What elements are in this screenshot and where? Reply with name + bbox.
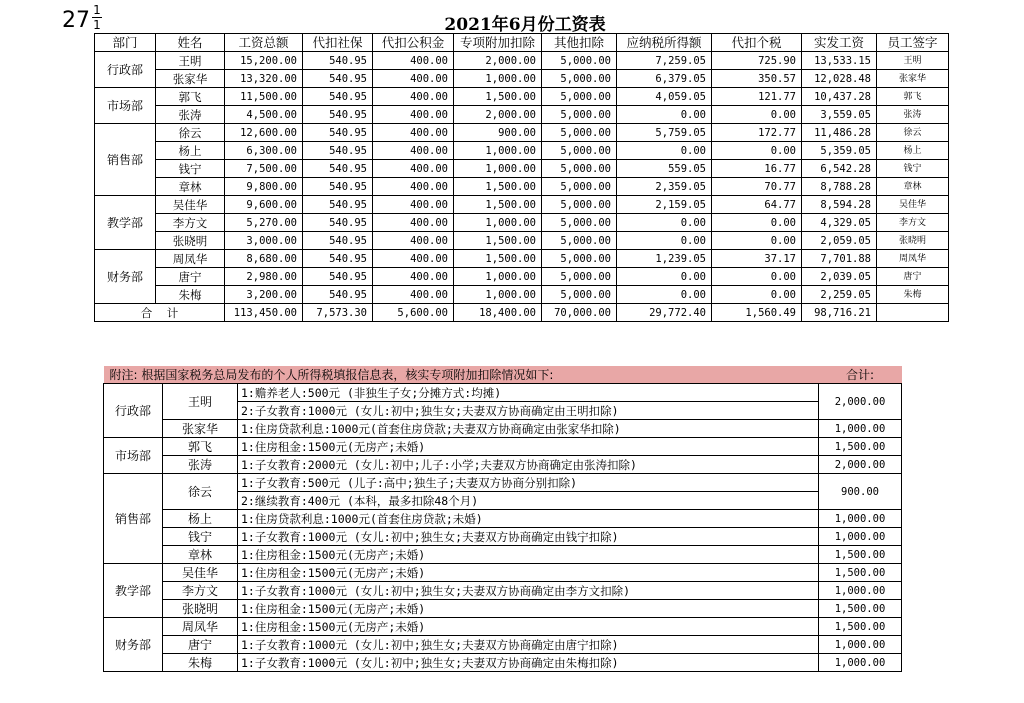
table-row (95, 286, 949, 304)
note-employee-cell: 周凤华 (163, 618, 238, 636)
total-other-cell: 70,000.00 (542, 304, 617, 322)
hf-cell: 400.00 (373, 88, 454, 106)
department-cell: 财务部 (95, 250, 156, 304)
deduction-detail-cell: 1:住房贷款利息:1000元(首套住房贷款;未婚) (238, 510, 819, 528)
note-employee-cell: 吴佳华 (163, 564, 238, 582)
tax-cell: 725.90 (712, 52, 802, 70)
gross-cell: 3,200.00 (225, 286, 303, 304)
page-number-main: 27 (62, 8, 90, 33)
employee-name-cell: 徐云 (156, 124, 225, 142)
special-cell: 2,000.00 (454, 52, 542, 70)
si-cell: 540.95 (303, 106, 373, 124)
gross-cell: 8,680.00 (225, 250, 303, 268)
total-hf-cell: 5,600.00 (373, 304, 454, 322)
note-header-row (104, 366, 902, 384)
employee-name-cell: 唐宁 (156, 268, 225, 286)
table-row (95, 160, 949, 178)
taxable-cell: 2,359.05 (617, 178, 712, 196)
other-cell: 5,000.00 (542, 142, 617, 160)
note-employee-cell: 郭飞 (163, 438, 238, 456)
column-header: 专项附加扣除 (454, 34, 542, 52)
si-cell: 540.95 (303, 160, 373, 178)
taxable-cell: 559.05 (617, 160, 712, 178)
special-cell: 1,000.00 (454, 142, 542, 160)
hf-cell: 400.00 (373, 178, 454, 196)
note-row (104, 582, 902, 600)
deduction-detail-cell: 1:子女教育:1000元 (女儿:初中;独生女;夫妻双方协商确定由钱宁扣除) (238, 528, 819, 546)
table-row (95, 214, 949, 232)
si-cell: 540.95 (303, 214, 373, 232)
note-row (104, 564, 902, 582)
total-taxable-cell: 29,772.40 (617, 304, 712, 322)
note-row (104, 654, 902, 672)
note-row (104, 420, 902, 438)
department-cell: 市场部 (95, 88, 156, 124)
column-header: 实发工资 (802, 34, 877, 52)
taxable-cell: 0.00 (617, 214, 712, 232)
si-cell: 540.95 (303, 88, 373, 106)
deduction-detail-cell: 2:继续教育:400元 (本科，最多扣除48个月) (238, 492, 819, 510)
special-cell: 1,000.00 (454, 214, 542, 232)
employee-signature-cell: 张涛 (877, 106, 949, 124)
page-title: 2021年6月份工资表 (444, 15, 606, 35)
column-header: 部门 (95, 34, 156, 52)
deduction-detail-cell: 1:子女教育:1000元 (女儿:初中;独生女;夫妻双方协商确定由唐宁扣除) (238, 636, 819, 654)
deduction-detail-cell: 1:子女教育:1000元 (女儿:初中;独生女;夫妻双方协商确定由朱梅扣除) (238, 654, 819, 672)
tax-cell: 0.00 (712, 106, 802, 124)
deduction-total-cell: 2,000.00 (819, 384, 902, 420)
gross-cell: 12,600.00 (225, 124, 303, 142)
department-cell: 教学部 (95, 196, 156, 250)
employee-name-cell: 王明 (156, 52, 225, 70)
deduction-total-cell: 1,000.00 (819, 582, 902, 600)
special-cell: 1,000.00 (454, 268, 542, 286)
table-row (95, 70, 949, 88)
total-gross-cell: 113,450.00 (225, 304, 303, 322)
note-row (104, 384, 902, 402)
si-cell: 540.95 (303, 196, 373, 214)
table-row (95, 88, 949, 106)
taxable-cell: 0.00 (617, 232, 712, 250)
taxable-cell: 1,239.05 (617, 250, 712, 268)
special-cell: 1,000.00 (454, 160, 542, 178)
table-row (95, 106, 949, 124)
note-employee-cell: 李方文 (163, 582, 238, 600)
other-cell: 5,000.00 (542, 286, 617, 304)
tax-cell: 172.77 (712, 124, 802, 142)
si-cell: 540.95 (303, 142, 373, 160)
note-employee-cell: 张家华 (163, 420, 238, 438)
hf-cell: 400.00 (373, 70, 454, 88)
note-employee-cell: 唐宁 (163, 636, 238, 654)
tax-cell: 16.77 (712, 160, 802, 178)
total-si-cell: 7,573.30 (303, 304, 373, 322)
table-row (95, 232, 949, 250)
gross-cell: 6,300.00 (225, 142, 303, 160)
employee-name-cell: 李方文 (156, 214, 225, 232)
other-cell: 5,000.00 (542, 160, 617, 178)
deduction-total-cell: 1,500.00 (819, 618, 902, 636)
other-cell: 5,000.00 (542, 178, 617, 196)
department-cell: 销售部 (95, 124, 156, 196)
note-row (104, 636, 902, 654)
employee-signature-cell: 张家华 (877, 70, 949, 88)
employee-name-cell: 吴佳华 (156, 196, 225, 214)
net-cell: 2,059.05 (802, 232, 877, 250)
net-cell: 2,039.05 (802, 268, 877, 286)
other-cell: 5,000.00 (542, 268, 617, 286)
tax-cell: 70.77 (712, 178, 802, 196)
special-cell: 1,500.00 (454, 250, 542, 268)
employee-signature-cell: 杨上 (877, 142, 949, 160)
deduction-total-cell: 1,000.00 (819, 636, 902, 654)
deduction-total-cell: 1,500.00 (819, 564, 902, 582)
deduction-detail-cell: 1:住房租金:1500元(无房产;未婚) (238, 600, 819, 618)
net-cell: 3,559.05 (802, 106, 877, 124)
deduction-total-cell: 1,500.00 (819, 600, 902, 618)
gross-cell: 13,320.00 (225, 70, 303, 88)
si-cell: 540.95 (303, 178, 373, 196)
page-number-numerator: 1 (93, 3, 101, 17)
employee-signature-cell: 王明 (877, 52, 949, 70)
deduction-detail-cell: 1:住房租金:1500元(无房产;未婚) (238, 618, 819, 636)
hf-cell: 400.00 (373, 160, 454, 178)
deduction-total-cell: 1,000.00 (819, 420, 902, 438)
other-cell: 5,000.00 (542, 196, 617, 214)
employee-signature-cell: 郭飞 (877, 88, 949, 106)
taxable-cell: 0.00 (617, 286, 712, 304)
note-row (104, 474, 902, 492)
tax-cell: 350.57 (712, 70, 802, 88)
employee-signature-cell: 张晓明 (877, 232, 949, 250)
totals-label: 合 计 (95, 304, 225, 322)
table-row (95, 124, 949, 142)
other-cell: 5,000.00 (542, 124, 617, 142)
net-cell: 11,486.28 (802, 124, 877, 142)
deduction-detail-cell: 1:住房贷款利息:1000元(首套住房贷款;夫妻双方协商确定由张家华扣除) (238, 420, 819, 438)
note-header-text: 附注: 根据国家税务总局发布的个人所得税填报信息表，核实专项附加扣除情况如下: (104, 366, 819, 384)
employee-name-cell: 郭飞 (156, 88, 225, 106)
net-cell: 2,259.05 (802, 286, 877, 304)
deduction-total-cell: 900.00 (819, 474, 902, 510)
special-cell: 1,500.00 (454, 196, 542, 214)
si-cell: 540.95 (303, 232, 373, 250)
note-employee-cell: 徐云 (163, 474, 238, 510)
employee-signature-cell: 吴佳华 (877, 196, 949, 214)
note-department-cell: 行政部 (104, 384, 163, 438)
tax-cell: 121.77 (712, 88, 802, 106)
si-cell: 540.95 (303, 250, 373, 268)
note-row (104, 618, 902, 636)
deduction-detail-cell: 2:子女教育:1000元 (女儿:初中;独生女;夫妻双方协商确定由王明扣除) (238, 402, 819, 420)
hf-cell: 400.00 (373, 232, 454, 250)
note-department-cell: 销售部 (104, 474, 163, 564)
taxable-cell: 7,259.05 (617, 52, 712, 70)
deduction-total-cell: 1,500.00 (819, 546, 902, 564)
note-employee-cell: 张涛 (163, 456, 238, 474)
note-department-cell: 财务部 (104, 618, 163, 672)
gross-cell: 9,600.00 (225, 196, 303, 214)
gross-cell: 3,000.00 (225, 232, 303, 250)
totals-row (95, 304, 949, 322)
employee-signature-cell: 朱梅 (877, 286, 949, 304)
net-cell: 8,594.28 (802, 196, 877, 214)
hf-cell: 400.00 (373, 106, 454, 124)
column-header: 代扣公积金 (373, 34, 454, 52)
note-employee-cell: 王明 (163, 384, 238, 420)
other-cell: 5,000.00 (542, 88, 617, 106)
taxable-cell: 0.00 (617, 142, 712, 160)
net-cell: 4,329.05 (802, 214, 877, 232)
gross-cell: 7,500.00 (225, 160, 303, 178)
net-cell: 7,701.88 (802, 250, 877, 268)
employee-name-cell: 杨上 (156, 142, 225, 160)
tax-cell: 37.17 (712, 250, 802, 268)
salary-table (94, 33, 949, 322)
taxable-cell: 5,759.05 (617, 124, 712, 142)
si-cell: 540.95 (303, 70, 373, 88)
net-cell: 12,028.48 (802, 70, 877, 88)
special-cell: 1,500.00 (454, 178, 542, 196)
gross-cell: 2,980.00 (225, 268, 303, 286)
column-header: 姓名 (156, 34, 225, 52)
tax-cell: 0.00 (712, 232, 802, 250)
employee-name-cell: 张晓明 (156, 232, 225, 250)
department-cell: 行政部 (95, 52, 156, 88)
totals-signature-cell (877, 304, 949, 322)
column-header: 员工签字 (877, 34, 949, 52)
column-header: 应纳税所得额 (617, 34, 712, 52)
note-employee-cell: 钱宁 (163, 528, 238, 546)
special-cell: 1,500.00 (454, 88, 542, 106)
note-row (104, 438, 902, 456)
note-employee-cell: 杨上 (163, 510, 238, 528)
employee-signature-cell: 徐云 (877, 124, 949, 142)
page-number-denominator: 1 (93, 18, 101, 32)
page-number (62, 3, 101, 33)
note-department-cell: 市场部 (104, 438, 163, 474)
table-row (95, 52, 949, 70)
si-cell: 540.95 (303, 286, 373, 304)
deduction-detail-cell: 1:子女教育:500元 (儿子:高中;独生子;夫妻双方协商分别扣除) (238, 474, 819, 492)
salary-header-row (95, 34, 949, 52)
note-total-label: 合计: (819, 366, 902, 384)
note-row (104, 546, 902, 564)
total-net-cell: 98,716.21 (802, 304, 877, 322)
special-cell: 1,500.00 (454, 232, 542, 250)
gross-cell: 5,270.00 (225, 214, 303, 232)
employee-signature-cell: 钱宁 (877, 160, 949, 178)
deduction-detail-cell: 1:子女教育:2000元 (女儿:初中;儿子:小学;夫妻双方协商确定由张涛扣除) (238, 456, 819, 474)
taxable-cell: 0.00 (617, 106, 712, 124)
employee-name-cell: 周凤华 (156, 250, 225, 268)
note-row (104, 600, 902, 618)
note-employee-cell: 朱梅 (163, 654, 238, 672)
deduction-total-cell: 1,000.00 (819, 510, 902, 528)
employee-name-cell: 张涛 (156, 106, 225, 124)
other-cell: 5,000.00 (542, 70, 617, 88)
employee-signature-cell: 李方文 (877, 214, 949, 232)
column-header: 工资总额 (225, 34, 303, 52)
net-cell: 13,533.15 (802, 52, 877, 70)
hf-cell: 400.00 (373, 250, 454, 268)
hf-cell: 400.00 (373, 196, 454, 214)
note-employee-cell: 章林 (163, 546, 238, 564)
hf-cell: 400.00 (373, 142, 454, 160)
deduction-detail-cell: 1:子女教育:1000元 (女儿:初中;独生女;夫妻双方协商确定由李方文扣除) (238, 582, 819, 600)
employee-name-cell: 章林 (156, 178, 225, 196)
other-cell: 5,000.00 (542, 232, 617, 250)
note-row (104, 510, 902, 528)
special-cell: 900.00 (454, 124, 542, 142)
note-row (104, 456, 902, 474)
tax-cell: 0.00 (712, 268, 802, 286)
column-header: 代扣个税 (712, 34, 802, 52)
table-row (95, 250, 949, 268)
other-cell: 5,000.00 (542, 106, 617, 124)
si-cell: 540.95 (303, 268, 373, 286)
deduction-detail-cell: 1:赡养老人:500元 (非独生子女;分摊方式:均摊) (238, 384, 819, 402)
deduction-detail-cell: 1:住房租金:1500元(无房产;未婚) (238, 546, 819, 564)
note-department-cell: 教学部 (104, 564, 163, 618)
hf-cell: 400.00 (373, 214, 454, 232)
taxable-cell: 0.00 (617, 268, 712, 286)
special-cell: 2,000.00 (454, 106, 542, 124)
net-cell: 10,437.28 (802, 88, 877, 106)
hf-cell: 400.00 (373, 124, 454, 142)
net-cell: 8,788.28 (802, 178, 877, 196)
special-cell: 1,000.00 (454, 286, 542, 304)
employee-name-cell: 朱梅 (156, 286, 225, 304)
other-cell: 5,000.00 (542, 250, 617, 268)
total-special-cell: 18,400.00 (454, 304, 542, 322)
note-employee-cell: 张晓明 (163, 600, 238, 618)
deduction-total-cell: 2,000.00 (819, 456, 902, 474)
si-cell: 540.95 (303, 52, 373, 70)
note-table (103, 366, 902, 672)
other-cell: 5,000.00 (542, 52, 617, 70)
gross-cell: 4,500.00 (225, 106, 303, 124)
employee-name-cell: 张家华 (156, 70, 225, 88)
other-cell: 5,000.00 (542, 214, 617, 232)
table-row (95, 178, 949, 196)
deduction-total-cell: 1,000.00 (819, 654, 902, 672)
table-row (95, 142, 949, 160)
deduction-detail-cell: 1:住房租金:1500元(无房产;未婚) (238, 438, 819, 456)
tax-cell: 0.00 (712, 286, 802, 304)
taxable-cell: 4,059.05 (617, 88, 712, 106)
page-number-fraction (92, 4, 102, 31)
si-cell: 540.95 (303, 124, 373, 142)
net-cell: 5,359.05 (802, 142, 877, 160)
column-header: 其他扣除 (542, 34, 617, 52)
hf-cell: 400.00 (373, 268, 454, 286)
taxable-cell: 6,379.05 (617, 70, 712, 88)
net-cell: 6,542.28 (802, 160, 877, 178)
tax-cell: 64.77 (712, 196, 802, 214)
hf-cell: 400.00 (373, 286, 454, 304)
gross-cell: 9,800.00 (225, 178, 303, 196)
employee-signature-cell: 唐宁 (877, 268, 949, 286)
employee-name-cell: 钱宁 (156, 160, 225, 178)
table-row (95, 268, 949, 286)
deduction-total-cell: 1,000.00 (819, 528, 902, 546)
hf-cell: 400.00 (373, 52, 454, 70)
employee-signature-cell: 章林 (877, 178, 949, 196)
table-row (95, 196, 949, 214)
total-tax-cell: 1,560.49 (712, 304, 802, 322)
column-header: 代扣社保 (303, 34, 373, 52)
tax-cell: 0.00 (712, 214, 802, 232)
gross-cell: 11,500.00 (225, 88, 303, 106)
taxable-cell: 2,159.05 (617, 196, 712, 214)
note-row (104, 528, 902, 546)
gross-cell: 15,200.00 (225, 52, 303, 70)
employee-signature-cell: 周凤华 (877, 250, 949, 268)
tax-cell: 0.00 (712, 142, 802, 160)
deduction-detail-cell: 1:住房租金:1500元(无房产;未婚) (238, 564, 819, 582)
deduction-total-cell: 1,500.00 (819, 438, 902, 456)
special-cell: 1,000.00 (454, 70, 542, 88)
